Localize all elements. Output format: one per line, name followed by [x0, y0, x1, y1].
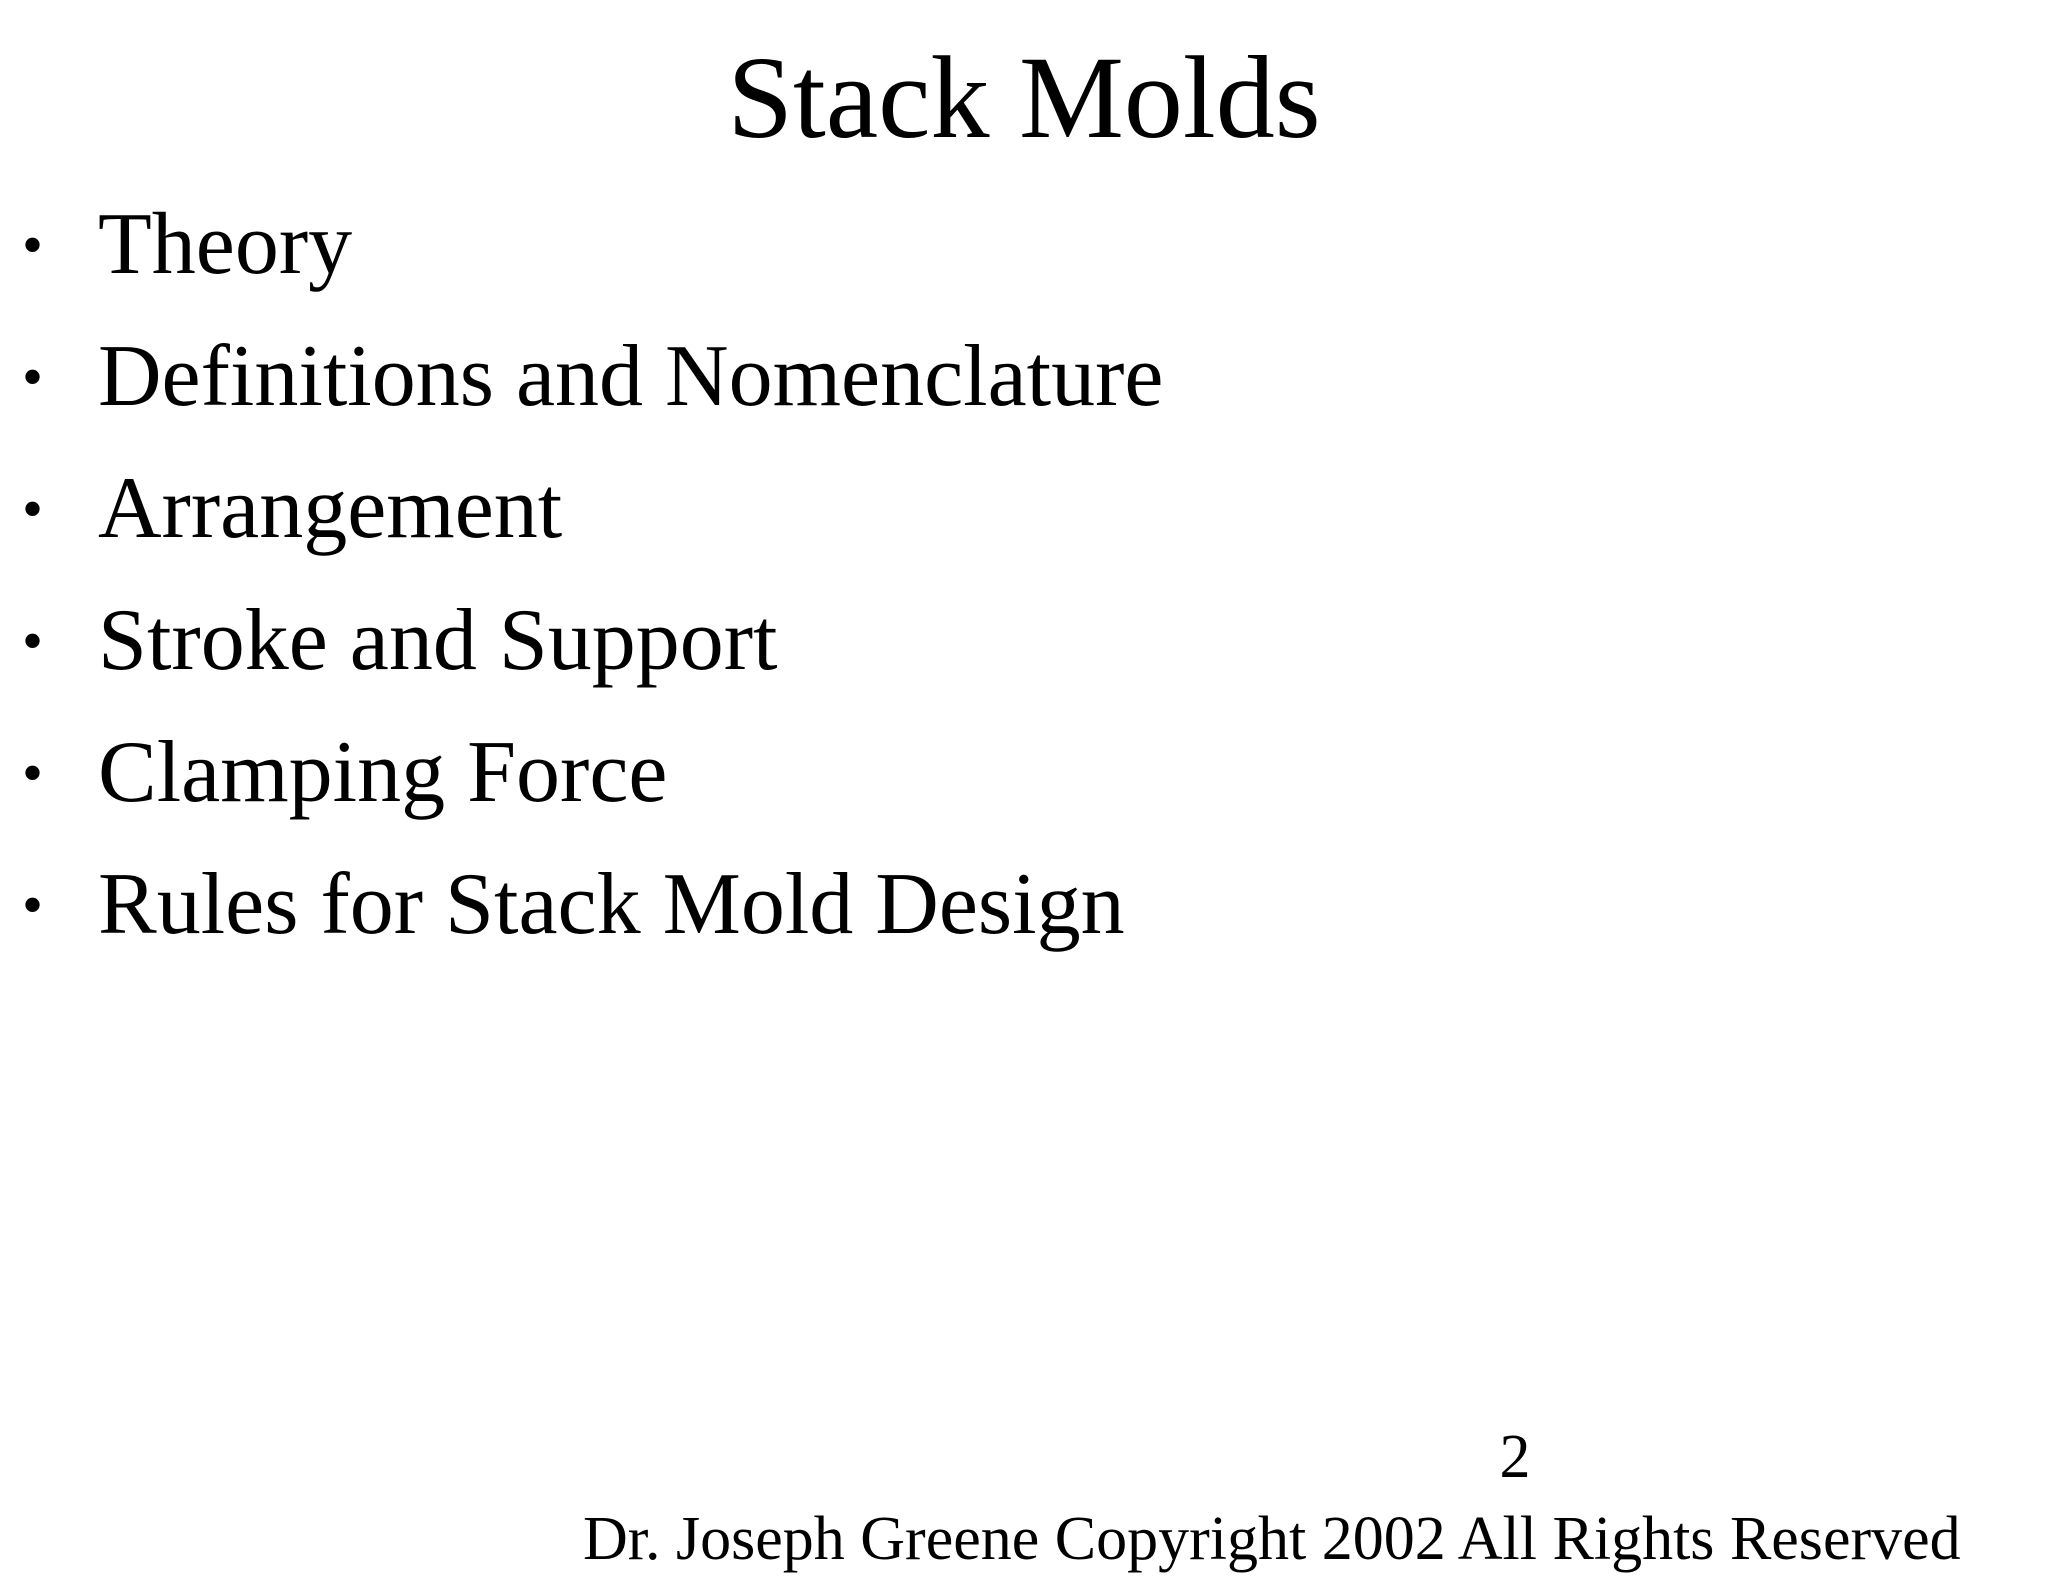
- bullet-icon: •: [22, 608, 44, 674]
- bullet-text: Arrangement: [98, 460, 563, 557]
- slide-title: Stack Molds: [727, 32, 1321, 163]
- bullet-icon: •: [22, 212, 44, 278]
- bullet-text: Clamping Force: [98, 724, 668, 821]
- bullet-icon: •: [22, 476, 44, 542]
- bullet-icon: •: [22, 872, 44, 938]
- bullet-text: Rules for Stack Mold Design: [98, 856, 1125, 953]
- bullet-text: Theory: [98, 196, 353, 293]
- bullet-text: Definitions and Nomenclature: [98, 328, 1164, 425]
- bullet-icon: •: [22, 740, 44, 806]
- copyright-footer: Dr. Joseph Greene Copyright 2002 All Rights Reserved: [583, 1505, 1961, 1573]
- page-number: 2: [1499, 1423, 1531, 1491]
- bullet-text: Stroke and Support: [98, 592, 778, 689]
- bullet-icon: •: [22, 344, 44, 410]
